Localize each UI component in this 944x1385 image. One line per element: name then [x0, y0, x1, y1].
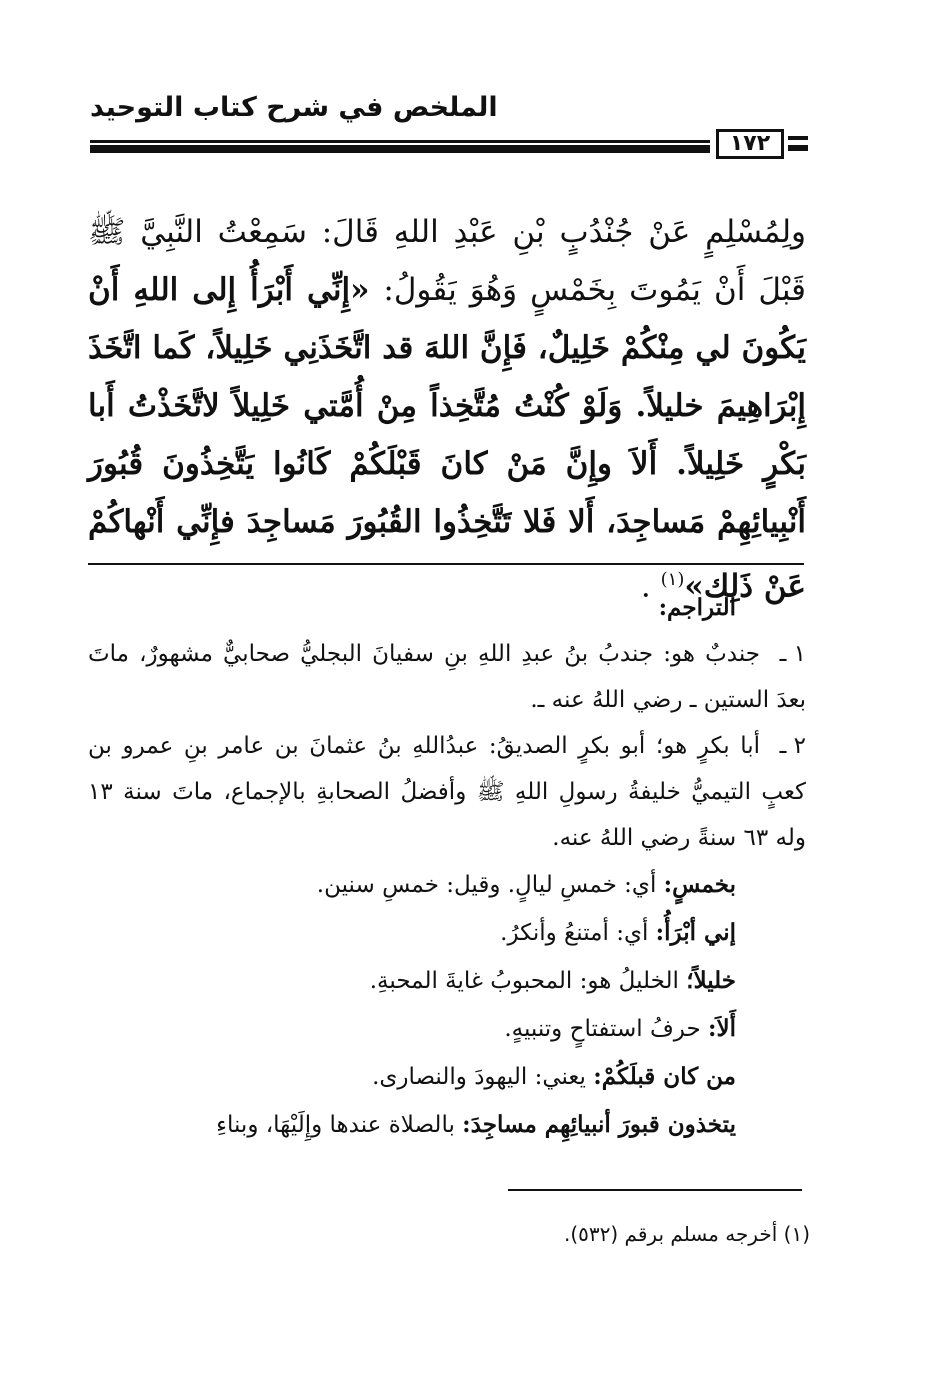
- entry-number: ٢ ـ: [779, 733, 806, 759]
- header-rule-thin: [90, 140, 710, 143]
- footnote-text: أخرجه مسلم برقم (٥٣٢).: [563, 1222, 778, 1246]
- entry-text: جندبٌ هو: جندبُ بنُ عبدِ اللهِ بنِ سفيانَ البجليُّ صحابيٌّ مشهورٌ، ماتَ بعدَ الستين ـ رضي اللهُ عنه ـ.: [88, 641, 806, 713]
- notes-section: [88, 585, 806, 1149]
- page-number: ١٧٢: [716, 129, 784, 159]
- hadith-text: [88, 203, 806, 615]
- entry-number: ١ ـ: [779, 641, 806, 667]
- hadith-quote: «إِنِّي أَبْرَأُ إِلى اللهِ أَنْ يَكُونَ لي مِنْكُمْ خَلِيلٌ، فَإِنَّ اللهَ قد اتَّخَذَنِي خَلِيلاً، كَما اتَّخَذَ إِبْرَاهِيمَ خليلاً. وَلَوْ كُنْتُ مُتَّخِذاً مِنْ أُمَّتي خَلِيلاً لاتَّخَذْتُ أَبا بَكْرٍ خَلِيلاً. أَلاَ وإِنَّ مَنْ كانَ قَبْلَكُمْ كَانُوا يَتَّخِذُونَ قُبُورَ أَنْبِيائِهِمْ مَساجِدَ، أَلا فَلا تَتَّخِذُوا القُبُورَ مَساجِدَ فإِنِّي أَنْهاكُمْ عَنْ ذَلِك»: [88, 272, 806, 605]
- glossary-item: [88, 1053, 806, 1101]
- glossary-item: [88, 1101, 806, 1149]
- glossary-definition: أي: خمسِ ليالٍ. وقيل: خمسِ سنين.: [316, 872, 664, 898]
- biography-entry: [88, 631, 806, 723]
- footnote-number: (١): [783, 1222, 810, 1246]
- glossary-term: يتخذون قبورَ أنبيائِهِم مساجِدَ:: [462, 1111, 736, 1138]
- glossary-item: [88, 861, 806, 909]
- header-rule-right-thick: [788, 145, 808, 151]
- glossary-item: [88, 957, 806, 1005]
- entry-text: أبا بكرٍ هو؛ أبو بكرٍ الصديقُ: عبدُاللهِ بنُ عثمانَ بن عامر بنِ عمرو بن كعبٍ التيميُّ خليفةُ رسولِ اللهِ ﷺ وأفضلُ الصحابةِ بالإجماع، ماتَ سنة ١٣ وله ٦٣ سنةً رضي اللهُ عنه.: [88, 733, 806, 851]
- glossary-term: من كان قبلَكُمْ:: [593, 1063, 736, 1090]
- glossary-definition: الخليلُ هو: المحبوبُ غايةَ المحبةِ.: [369, 968, 687, 994]
- header-rule-thick: [90, 145, 710, 153]
- header-rule-right-thin: [788, 136, 808, 140]
- glossary-item: [88, 1005, 806, 1053]
- glossary-term: بخمسٍ:: [663, 871, 736, 898]
- footnote-reference: (١): [660, 569, 685, 590]
- hadith-end: .: [640, 568, 661, 605]
- section-divider: [88, 563, 804, 565]
- running-header-title: الملخص في شرح كتاب التوحيد: [90, 92, 498, 123]
- hadith-lead: ولِمُسْلِمٍ عَنْ جُنْدُبٍ بْنِ عَبْدِ اللهِ قَالَ: سَمِعْتُ النَّبِيَّ ﷺ قَبْلَ أَنْ يَمُوتَ بِخَمْسٍ وَهُوَ يَقُولُ:: [88, 214, 806, 308]
- glossary-term: خليلاً؛: [686, 967, 736, 994]
- glossary-item: [88, 909, 806, 957]
- glossary-definition: بالصلاة عندها وإِلَيْهَا، وبناءِ: [216, 1112, 463, 1138]
- glossary-definition: حرفُ استفتاحٍ وتنبيهٍ.: [504, 1016, 708, 1042]
- glossary-definition: أي: أمتنعُ وأنكرُ.: [500, 920, 656, 946]
- glossary-definition: يعني: اليهودَ والنصارى.: [372, 1064, 594, 1090]
- notes-heading: التراجم:: [658, 594, 736, 621]
- glossary-term: أَلاَ:: [708, 1015, 736, 1042]
- biography-entry: [88, 723, 806, 861]
- footnote-divider: [508, 1189, 802, 1191]
- glossary-term: إني أبْرَأُ:: [655, 919, 736, 946]
- footnote: [300, 1222, 810, 1246]
